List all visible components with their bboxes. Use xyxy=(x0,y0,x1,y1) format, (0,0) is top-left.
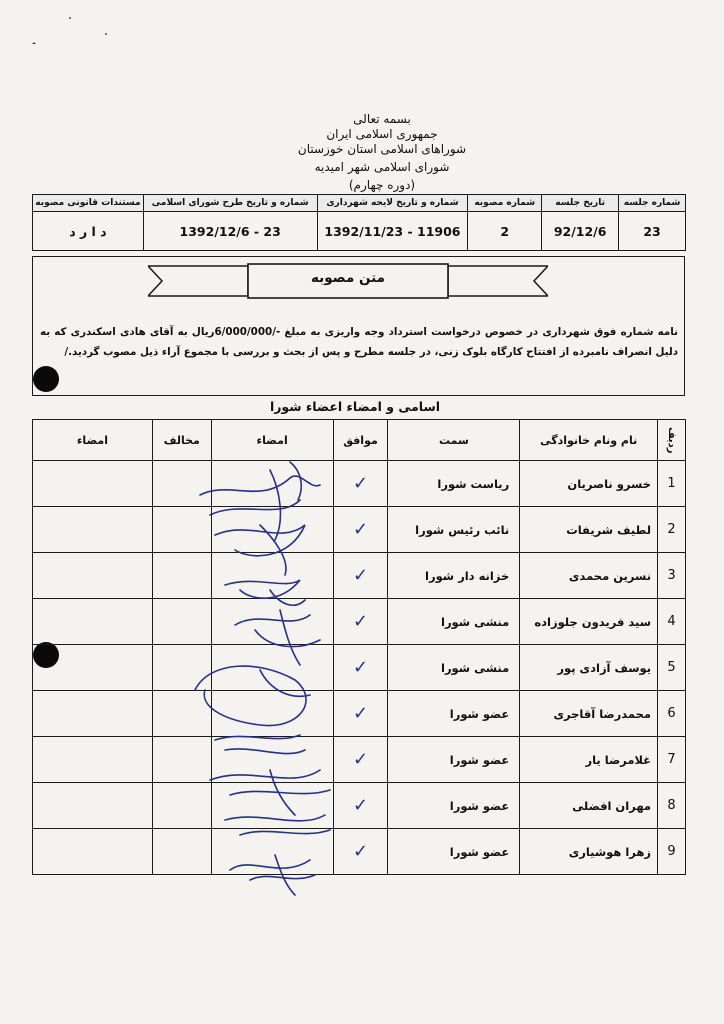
table-row: 2 لطیف شریفات نائب رئیس شورا ✓ xyxy=(33,507,686,553)
table-row: 8 مهران افضلی عضو شورا ✓ xyxy=(33,783,686,829)
agree-check: ✓ xyxy=(333,829,388,875)
meta-header: شماره و تاریخ طرح شورای اسلامی xyxy=(143,195,317,212)
col-header-signature: امضاء xyxy=(211,420,333,461)
member-role: عضو شورا xyxy=(388,691,520,737)
members-title: اسامی و امضاء اعضاء شورا xyxy=(269,399,441,414)
member-role: خزانه دار شورا xyxy=(388,553,520,599)
header-line-4: شورای اسلامی شهر امیدیه xyxy=(314,160,450,174)
member-role: ریاست شورا xyxy=(388,461,520,507)
session-date: 92/12/6 xyxy=(542,212,619,251)
agree-check: ✓ xyxy=(333,783,388,829)
agree-check: ✓ xyxy=(333,691,388,737)
table-row: 9 زهرا هوشیاری عضو شورا ✓ xyxy=(33,829,686,875)
member-name: خسرو ناصریان xyxy=(520,461,658,507)
col-header-row: ردیف xyxy=(658,420,686,461)
member-role: نائب رئیس شورا xyxy=(388,507,520,553)
member-name: سید فریدون جلوزاده xyxy=(520,599,658,645)
agree-check: ✓ xyxy=(333,507,388,553)
agree-check: ✓ xyxy=(333,645,388,691)
agree-check: ✓ xyxy=(333,553,388,599)
agree-check: ✓ xyxy=(333,599,388,645)
member-name: لطیف شریفات xyxy=(520,507,658,553)
meta-header: مستندات قانونی مصوبه xyxy=(33,195,144,212)
member-name: مهران افضلی xyxy=(520,783,658,829)
header-line-1: بسمه تعالی xyxy=(353,112,411,126)
header-line-2: جمهوری اسلامی ایران xyxy=(326,127,438,141)
col-header-role: سمت xyxy=(388,420,520,461)
member-name: زهرا هوشیاری xyxy=(520,829,658,875)
col-header-signature: امضاء xyxy=(33,420,153,461)
col-header-agree: موافق xyxy=(333,420,388,461)
member-name: غلامرضا یار xyxy=(520,737,658,783)
table-row: 4 سید فریدون جلوزاده منشی شورا ✓ xyxy=(33,599,686,645)
municipal-bill-ref: 1392/11/23 - 11906 xyxy=(317,212,468,251)
member-role: عضو شورا xyxy=(388,737,520,783)
legal-basis: د ا ر د xyxy=(33,212,144,251)
meta-header: شماره و تاریخ لایحه شهرداری xyxy=(317,195,468,212)
col-header-name: نام ونام خانوادگی xyxy=(520,420,658,461)
meta-header: شماره جلسه xyxy=(619,195,686,212)
meta-header: تاریخ جلسه xyxy=(542,195,619,212)
council-plan-ref: 1392/12/6 - 23 xyxy=(143,212,317,251)
header-line-3: شوراهای اسلامی استان خوزستان xyxy=(297,142,467,156)
agree-check: ✓ xyxy=(333,461,388,507)
member-role: منشی شورا xyxy=(388,599,520,645)
member-name: نسرین محمدی xyxy=(520,553,658,599)
member-role: عضو شورا xyxy=(388,829,520,875)
member-name: یوسف آزادی پور xyxy=(520,645,658,691)
resolution-text: نامه شماره فوق شهرداری در خصوص درخواست استرداد وجه واریزی به مبلغ -/6/000/000ریال به آقای هادی اسکندری که به دلیل انصراف نامبرده از افتتاح کارگاه بلوک زنی، در جلسه مطرح و پس از بحث و بررسی با مجموع آراء ذیل مصوب گردید./ xyxy=(40,326,678,358)
member-role: منشی شورا xyxy=(388,645,520,691)
table-row: 5 یوسف آزادی پور منشی شورا ✓ xyxy=(33,645,686,691)
session-number: 23 xyxy=(619,212,686,251)
header-line-5: (دوره چهارم) xyxy=(348,178,416,192)
member-name: محمدرضا آقاجری xyxy=(520,691,658,737)
meta-header: شماره مصوبه xyxy=(468,195,542,212)
resolution-title: متن مصوبه xyxy=(310,270,386,286)
member-role: عضو شورا xyxy=(388,783,520,829)
table-row: 3 نسرین محمدی خزانه دار شورا ✓ xyxy=(33,553,686,599)
table-row: 7 غلامرضا یار عضو شورا ✓ xyxy=(33,737,686,783)
col-header-oppose: مخالف xyxy=(152,420,211,461)
agree-check: ✓ xyxy=(333,737,388,783)
resolution-number: 2 xyxy=(468,212,542,251)
table-row: 1 خسرو ناصریان ریاست شورا ✓ xyxy=(33,461,686,507)
table-row: 6 محمدرضا آقاجری عضو شورا ✓ xyxy=(33,691,686,737)
